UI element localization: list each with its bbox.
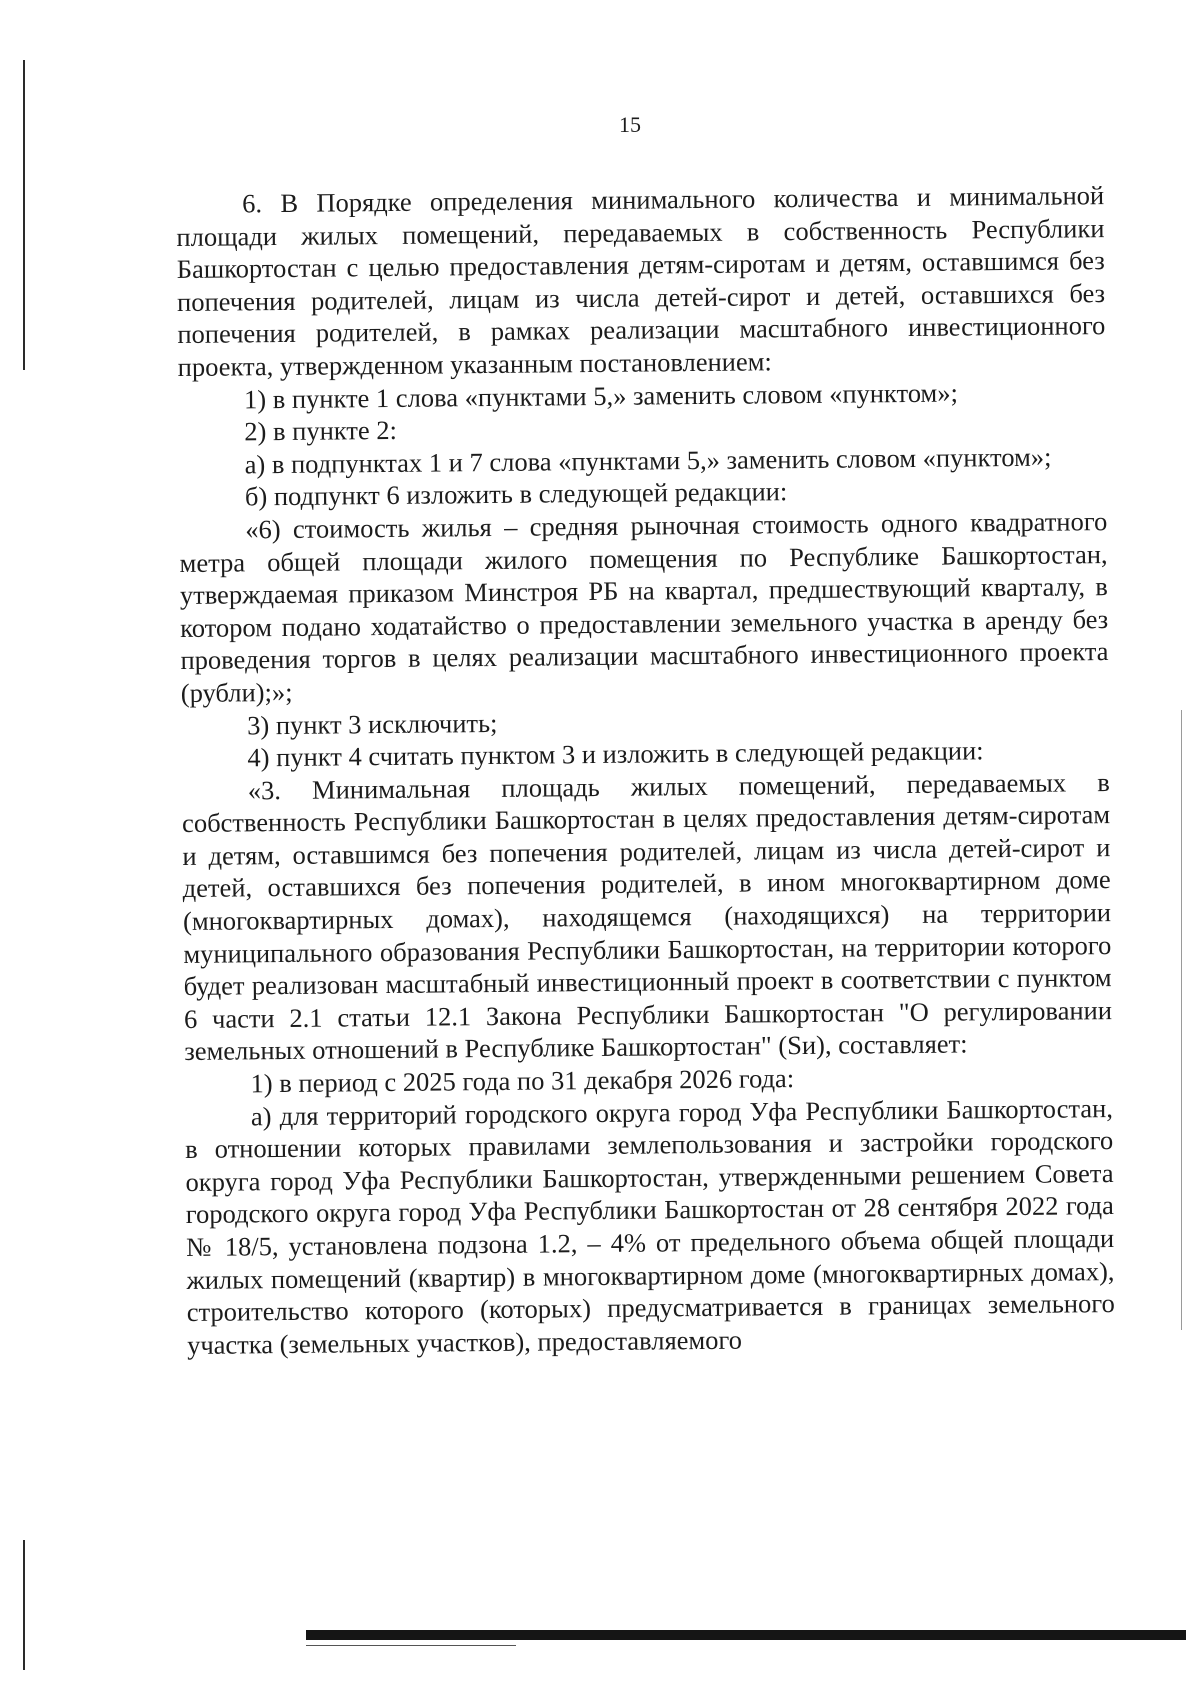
paragraph-subitem-1: 1) в пункте 1 слова «пунктами 5,» заменить словом «пунктом»; [243, 377, 958, 414]
page-number: 15 [619, 112, 641, 137]
paragraph-subitem-2b: б) подпункт 6 изложить в следующей редакции: [244, 476, 788, 512]
bottom-rule-thin [306, 1645, 516, 1646]
paragraph-period-1a: а) для территорий городского округа город Уфа Республики Башкортостан, в отношении которых правилами землепользования и застройки городского округа город Уфа Республики Башкортостан, утвержденными решением Совета городского округа город Уфа Республики Башкортостан от 28 сентября 2022 года № 18/5, установлена подзона 1.2, – 4% от предельного объема общей площади жилых помещений (квартир) в многоквартирном доме (многоквартирных домах), строительство которого (которых) предусматривается в границах земельного участка (земельных участков), предоставляемого [185, 1092, 1115, 1360]
paragraph-subitem-3: 3) пункт 3 исключить; [247, 707, 498, 740]
paragraph-subitem-2: 2) в пункте 2: [244, 415, 398, 447]
document-body [176, 179, 1115, 1361]
paragraph-period-1: 1) в период с 2025 года по 31 декабря 2026 года: [250, 1063, 795, 1099]
paragraph-item-6: 6. В Порядке определения минимального количества и минимальной площади жилых помещений, передаваемых в собственность Республики Башкортостан с целью предоставления детям-сиротам и детям, оставшимся без попечения родителей, лицам из числа детей-сирот и детей, оставшихся без попечения родителей, в рамках реализации масштабного инвестиционного проекта, утвержденном указанным постановлением: [176, 180, 1106, 382]
bottom-rule [306, 1630, 1186, 1640]
scan-edge-right [1181, 710, 1182, 1330]
scan-edge-left-top [23, 60, 25, 370]
scan-edge-left-bottom [23, 1540, 25, 1670]
paragraph-quoted-item-3: «3. Минимальная площадь жилых помещений, передаваемых в собственность Республики Башкортостан в целях предоставления детям-сиротам и детям, оставшимся без попечения родителей, лицам из числа детей-сирот и детей, оставшихся без попечения родителей, в ином многоквартирном доме (многоквартирных домах), находящемся (находящихся) на территории муниципального образования Республики Башкортостан, на территории которого будет реализован масштабный инвестиционный проект в соответствии с пунктом 6 части 2.1 статьи 12.1 Закона Республики Башкортостан "О регулировании земельных отношений в Республике Башкортостан" (Sи), составляет: [181, 766, 1113, 1067]
paragraph-quoted-subitem-6: «6) стоимость жилья – средняя рыночная стоимость одного квадратного метра общей площади жилого помещения по Республике Башкортостан, утверждаемая приказом Минстроя РБ на квартал, предшествующий кварталу, в котором подано ходатайство о предоставлении земельного участка в аренду без проведения торгов в целях реализации масштабного инвестиционного проекта (рубли);»; [179, 506, 1109, 708]
paragraph-subitem-4: 4) пункт 4 считать пунктом 3 и изложить в следующей редакции: [247, 735, 984, 773]
paragraph-subitem-2a: а) в подпунктах 1 и 7 слова «пунктами 5,» заменить словом «пунктом»; [244, 441, 1052, 480]
